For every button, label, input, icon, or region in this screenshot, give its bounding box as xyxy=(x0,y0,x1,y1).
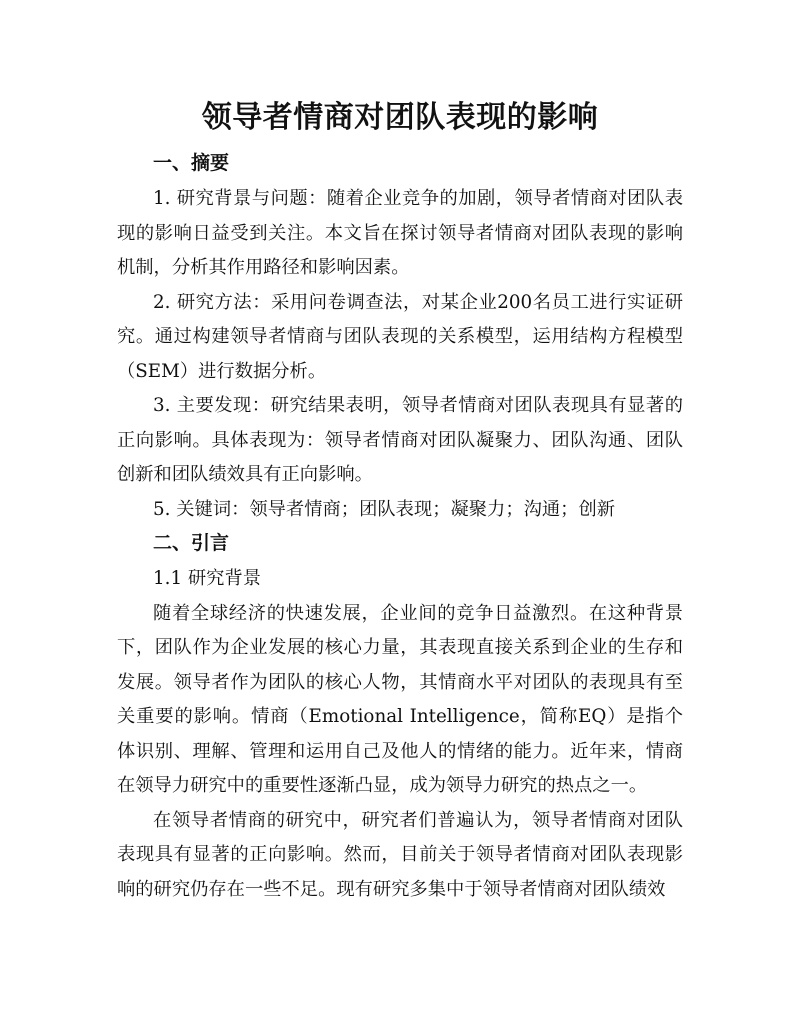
abstract-item-method: 2. 研究方法：采用问卷调查法，对某企业200名员工进行实证研究。通过构建领导者情商与团队表现的关系模型，运用结构方程模型（SEM）进行数据分析。 xyxy=(117,291,683,382)
abstract-item-background: 1. 研究背景与问题：随着企业竞争的加剧，领导者情商对团队表现的影响日益受到关注。本文旨在探讨领导者情商对团队表现的影响机制，分析其作用路径和影响因素。 xyxy=(117,188,683,278)
intro-paragraph-2: 在领导者情商的研究中，研究者们普遍认为，领导者情商对团队表现具有显著的正向影响。然而，目前关于领导者情商对团队表现影响的研究仍存在一些不足。现有研究多集中于领导者情商对团队绩效 xyxy=(117,809,683,900)
document-title: 领导者情商对团队表现的影响 xyxy=(201,100,599,135)
subsection-heading-background: 1.1 研究背景 xyxy=(153,568,262,589)
intro-paragraph-1: 随着全球经济的快速发展，企业间的竞争日益激烈。在这种背景下，团队作为企业发展的核心力量，其表现直接关系到企业的生存和发展。领导者作为团队的核心人物，其情商水平对团队的表现具有至关重要的影响。情商（Emotional Intelligence，简称EQ）是指个体识别、理解、管理和运用自己及他人的情绪的能力。近年来，情商在领导力研究中的重要性逐渐凸显，成为领导力研究的热点之一。 xyxy=(117,602,683,796)
abstract-item-keywords: 5. 关键词：领导者情商；团队表现；凝聚力；沟通；创新 xyxy=(153,498,616,520)
abstract-item-findings: 3. 主要发现：研究结果表明，领导者情商对团队表现具有显著的正向影响。具体表现为：领导者情商对团队凝聚力、团队沟通、团队创新和团队绩效具有正向影响。 xyxy=(117,395,683,485)
document-body xyxy=(117,147,683,907)
section-heading-abstract: 一、摘要 xyxy=(153,152,230,174)
section-heading-intro: 二、引言 xyxy=(153,532,230,554)
